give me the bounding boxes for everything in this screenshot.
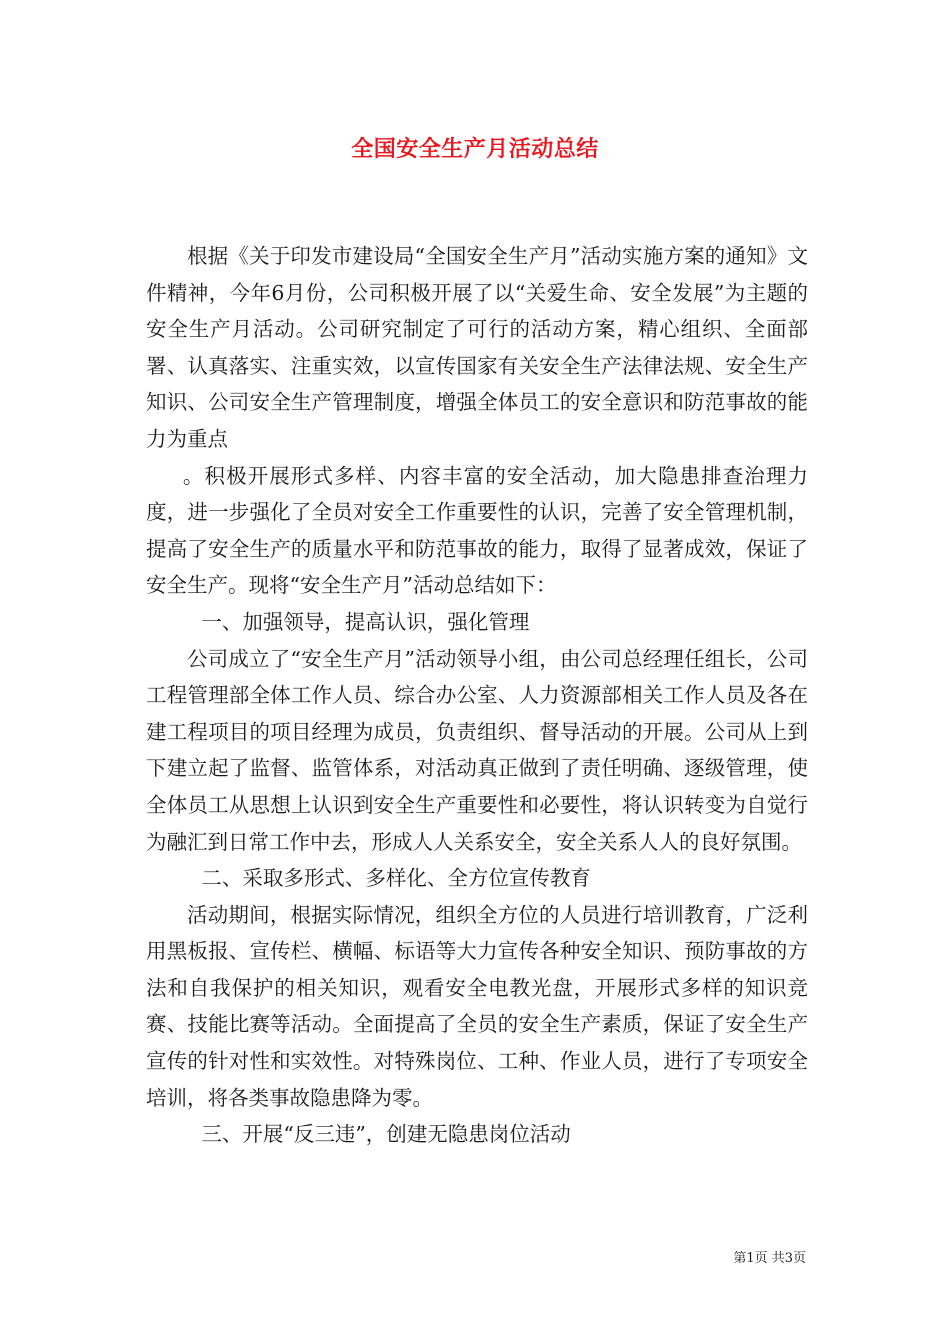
document-body [146, 238, 808, 1153]
page-number-footer: 第1页 共3页 [733, 1251, 806, 1266]
section-heading-1: 一、加强领导，提高认识，强化管理 [201, 609, 530, 634]
document-title: 全国安全生产月活动总结 [351, 136, 599, 162]
section-heading-3: 三、开展“反三违”，创建无隐患岗位活动 [201, 1122, 571, 1147]
paragraph-section-1: 公司成立了“安全生产月”活动领导小组，由公司总经理任组长，公司工程管理部全体工作人员、综合办公室、人力资源部相关工作人员及各在建工程项目的项目经理为成员，负责组织、督导活动的开展。公司从上到下建立起了监督、监管体系，对活动真正做到了责任明确、逐级管理，使全体员工从思想上认识到安全生产重要性和必要性，将认识转变为自觉行为融汇到日常工作中去，形成人人关系安全，安全关系人人的良好氛围。 [146, 646, 808, 854]
section-heading-2: 二、采取多形式、多样化、全方位宣传教育 [201, 866, 591, 891]
paragraph-intro-continued: 。积极开展形式多样、内容丰富的安全活动，加大隐患排查治理力度，进一步强化了全员对安全工作重要性的认识，完善了安全管理机制，提高了安全生产的质量水平和防范事故的能力，取得了显著成效，保证了安全生产。现将“安全生产月”活动总结如下： [146, 463, 808, 598]
paragraph-section-2: 活动期间，根据实际情况，组织全方位的人员进行培训教育，广泛利用黑板报、宣传栏、横幅、标语等大力宣传各种安全知识、预防事故的方法和自我保护的相关知识，观看安全电教光盘，开展形式多样的知识竞赛、技能比赛等活动。全面提高了全员的安全生产素质，保证了安全生产宣传的针对性和实效性。对特殊岗位、工种、作业人员，进行了专项安全培训，将各类事故隐患降为零。 [146, 902, 808, 1110]
paragraph-intro: 根据《关于印发市建设局“全国安全生产月”活动实施方案的通知》文件精神，今年6月份，公司积极开展了以“关爱生命、安全发展”为主题的安全生产月活动。公司研究制定了可行的活动方案，精心组织、全面部署、认真落实、注重实效，以宣传国家有关安全生产法律法规、安全生产知识、公司安全生产管理制度，增强全体员工的安全意识和防范事故的能力为重点 [146, 244, 808, 451]
